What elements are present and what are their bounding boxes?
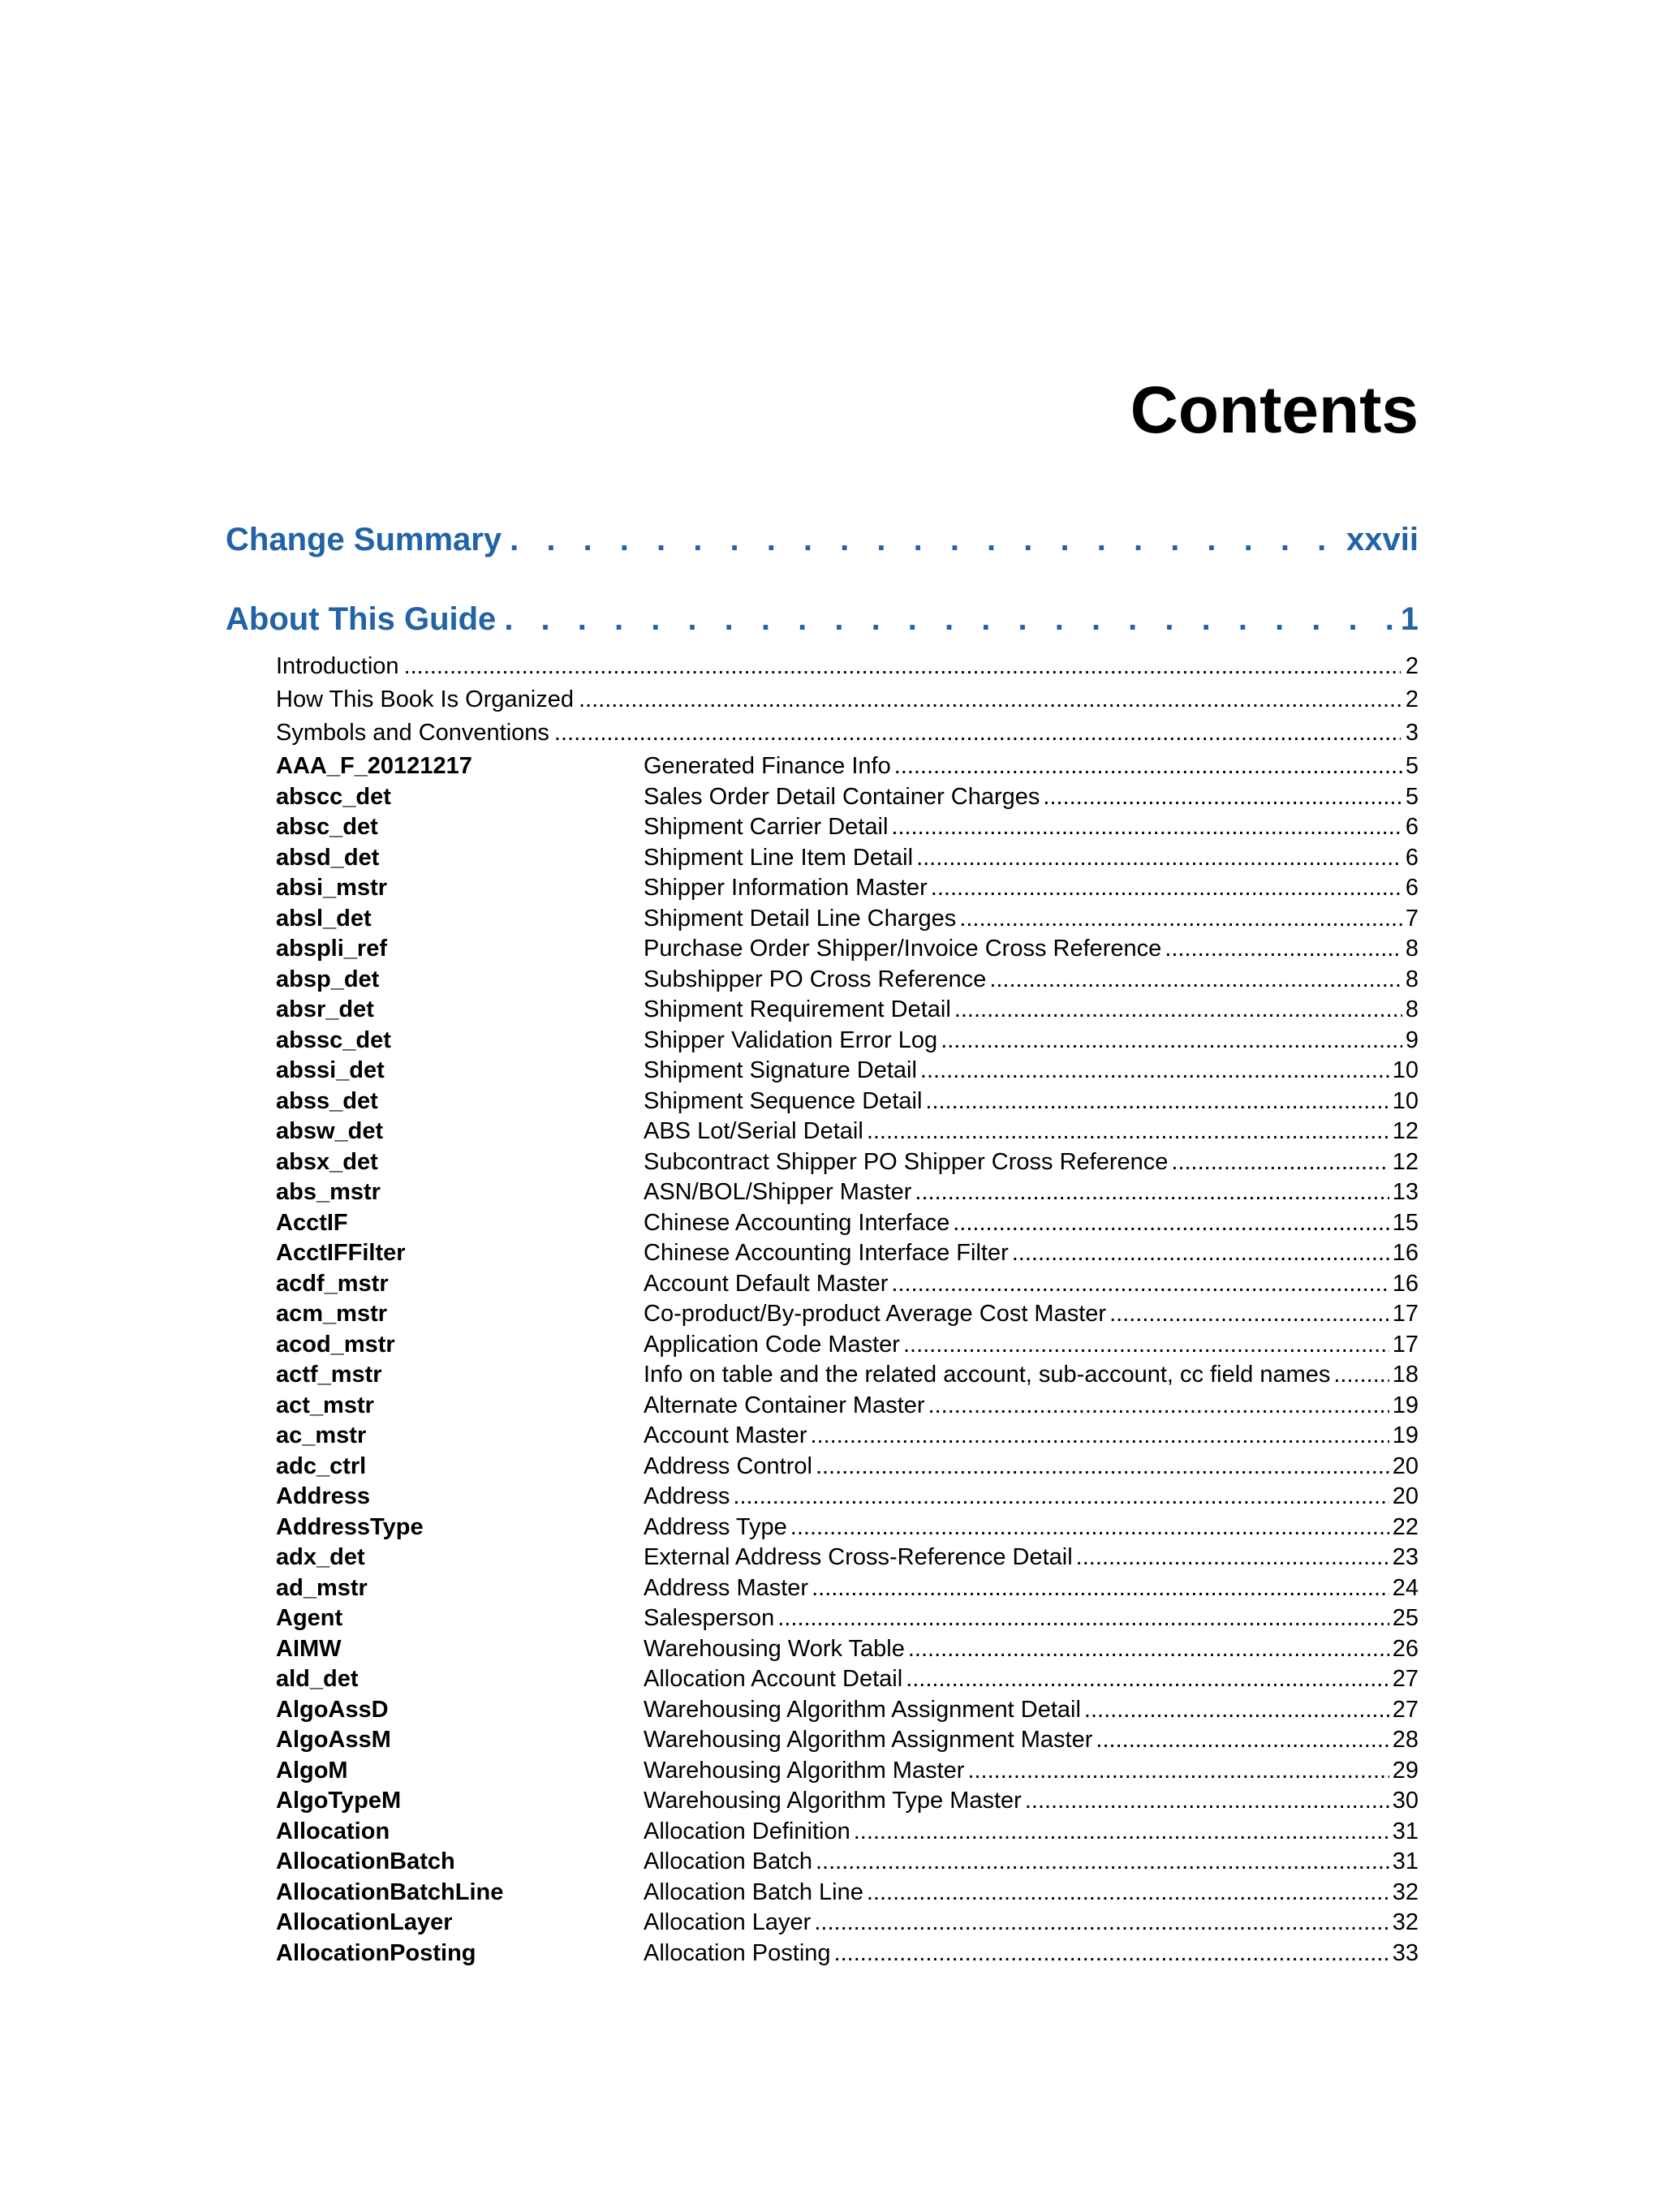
table-description: Address Type [644,1513,787,1540]
toc-table-entry[interactable] [276,1818,1419,1849]
toc-table-entry[interactable] [276,966,1419,997]
table-name: absc_det [276,814,378,840]
toc-table-entry[interactable] [276,1909,1419,1940]
entry-page-number: 15 [1392,1209,1419,1236]
toc-table-entry[interactable] [276,1514,1419,1545]
toc-entry[interactable] [276,686,1419,720]
table-description: Allocation Batch Line [644,1878,863,1905]
toc-table-entry[interactable] [276,1483,1419,1514]
table-name: adx_det [276,1544,365,1570]
dot-leader [931,875,1402,902]
toc-table-entry[interactable] [276,1575,1419,1606]
entry-page-number: 8 [1405,936,1419,962]
table-description: Application Code Master [644,1331,900,1358]
entry-page-number: 5 [1405,783,1419,810]
toc-table-entry[interactable] [276,906,1419,936]
table-name: Address [276,1483,371,1509]
entry-page-number: 27 [1392,1696,1419,1723]
dot-leader [1333,1362,1389,1388]
entry-page-number: 6 [1405,875,1419,901]
entry-page-number: 24 [1392,1574,1419,1601]
table-name: abss_det [276,1087,378,1114]
table-description: Shipment Detail Line Charges [644,905,957,932]
table-name: Allocation [276,1818,390,1844]
table-name: absi_mstr [276,875,388,901]
table-name: abspli_ref [276,936,387,962]
toc-chapter-change-summary[interactable] [226,523,1419,556]
table-name: absx_det [276,1148,378,1175]
dot-leader [954,996,1402,1023]
table-description: Account Default Master [644,1270,889,1297]
entry-page-number: 2 [1405,686,1419,712]
entry-page-number: 31 [1392,1848,1419,1874]
entry-title: Symbols and Conventions [276,720,549,746]
dot-leader [959,906,1402,932]
table-name: AlgoM [276,1757,348,1784]
dot-leader [733,1483,1389,1510]
dot-leader [891,814,1402,841]
table-name: AlgoTypeM [276,1788,402,1814]
table-description: Shipment Sequence Detail [644,1087,923,1114]
toc-entry[interactable] [276,720,1419,753]
entry-page-number: 32 [1392,1909,1419,1935]
table-description: Shipper Information Master [644,875,928,901]
dot-leader [854,1818,1389,1845]
dot-leader [1096,1727,1389,1754]
toc-table-list [276,753,1419,1970]
entry-page-number: 17 [1392,1331,1419,1358]
table-name: AllocationBatch [276,1848,455,1874]
toc-table-entry[interactable] [276,1879,1419,1910]
table-name: ad_mstr [276,1574,368,1601]
table-description: External Address Cross-Reference Detail [644,1544,1073,1570]
table-description: Warehousing Algorithm Assignment Detail [644,1696,1081,1723]
table-description: Shipper Validation Error Log [644,1026,938,1053]
table-description: Allocation Batch [644,1848,812,1874]
table-description: Salesperson [644,1605,775,1631]
dot-leader [834,1940,1389,1967]
table-name: AllocationBatchLine [276,1878,504,1905]
toc-table-entry[interactable] [276,753,1419,784]
toc-table-entry[interactable] [276,1727,1419,1758]
dot-leader [908,1636,1389,1663]
table-name: absd_det [276,844,380,871]
table-description: Warehousing Algorithm Type Master [644,1788,1022,1814]
table-description: Subshipper PO Cross Reference [644,966,987,992]
table-name: acod_mstr [276,1331,395,1358]
dot-leader [1043,784,1402,811]
toc-table-entry[interactable] [276,1057,1419,1088]
toc-table-entry[interactable] [276,1636,1419,1667]
chapter-title: About This Guide [226,601,497,637]
table-name: actf_mstr [276,1362,382,1388]
entry-page-number: 16 [1392,1270,1419,1297]
entry-page-number: 32 [1392,1878,1419,1905]
dot-leader [812,1575,1389,1602]
toc-table-entry[interactable] [276,784,1419,815]
entry-page-number: 6 [1405,844,1419,871]
table-description: Shipment Requirement Detail [644,996,951,1022]
dot-leader [928,1392,1389,1419]
toc-table-entry[interactable] [276,1362,1419,1392]
entry-page-number: 12 [1392,1118,1419,1144]
dot-leader [989,966,1402,993]
toc-table-entry[interactable] [276,1332,1419,1362]
table-description: Shipment Line Item Detail [644,844,914,871]
dot-leader [504,603,1392,635]
toc-table-entry[interactable] [276,1088,1419,1119]
dot-leader [777,1605,1389,1632]
table-name: AcctIF [276,1209,348,1236]
toc-table-entry[interactable] [276,1118,1419,1149]
entry-page-number: 8 [1405,966,1419,992]
chapter-page-number: 1 [1400,601,1419,637]
toc-table-entry[interactable] [276,1240,1419,1271]
toc-table-entry[interactable] [276,1422,1419,1453]
entry-page-number: 13 [1392,1179,1419,1205]
entry-page-number: 31 [1392,1818,1419,1844]
table-description: Warehousing Algorithm Master [644,1757,965,1784]
table-description: Address Control [644,1452,812,1479]
toc-table-entry[interactable] [276,814,1419,845]
dot-leader [1109,1301,1389,1328]
dot-leader [903,1332,1389,1358]
entry-page-number: 23 [1392,1544,1419,1570]
table-name: AAA_F_20121217 [276,753,472,779]
dot-leader [941,1027,1402,1054]
toc-table-entry[interactable] [276,875,1419,906]
entry-page-number: 25 [1392,1605,1419,1631]
dot-leader [920,1057,1389,1084]
dot-leader [894,753,1402,780]
dot-leader [790,1514,1389,1541]
dot-leader [891,1271,1389,1298]
dot-leader [1171,1149,1389,1176]
entry-title: Introduction [276,653,399,679]
entry-page-number: 29 [1392,1757,1419,1784]
dot-leader [925,1088,1389,1115]
toc-chapter-about-this-guide[interactable] [226,603,1419,635]
entry-page-number: 20 [1392,1452,1419,1479]
entry-page-number: 12 [1392,1148,1419,1175]
table-description: Shipment Signature Detail [644,1057,917,1083]
toc-table-entry[interactable] [276,1788,1419,1818]
toc-table-entry[interactable] [276,1453,1419,1484]
entry-page-number: 2 [1405,653,1419,679]
table-name: absr_det [276,996,374,1022]
table-description: Chinese Accounting Interface [644,1209,950,1236]
entry-title: How This Book Is Organized [276,686,574,712]
table-description: Chinese Accounting Interface Filter [644,1240,1009,1266]
toc-table-entry[interactable] [276,936,1419,966]
table-name: AIMW [276,1635,342,1662]
dot-leader [510,523,1338,556]
entry-page-number: 18 [1392,1362,1419,1388]
entry-page-number: 5 [1405,753,1419,779]
entry-page-number: 22 [1392,1513,1419,1540]
table-description: Warehousing Work Table [644,1635,905,1662]
entry-page-number: 7 [1405,905,1419,932]
toc-table-entry[interactable] [276,1271,1419,1302]
table-name: acdf_mstr [276,1270,389,1297]
table-name: Agent [276,1605,343,1631]
toc-table-entry[interactable] [276,1605,1419,1636]
dot-leader [404,653,1401,680]
entry-page-number: 19 [1392,1422,1419,1448]
table-description: Co-product/By-product Average Cost Master [644,1301,1107,1327]
toc-table-entry[interactable] [276,845,1419,876]
entry-page-number: 6 [1405,814,1419,840]
toc-table-entry[interactable] [276,1758,1419,1788]
table-description: Subcontract Shipper PO Shipper Cross Reference [644,1148,1169,1175]
page-title: Contents [1130,373,1419,447]
entry-page-number: 17 [1392,1301,1419,1327]
toc-table-entry[interactable] [276,996,1419,1027]
dot-leader [579,686,1401,713]
table-name: adc_ctrl [276,1452,367,1479]
toc-table-entry[interactable] [276,1848,1419,1879]
chapter-title: Change Summary [226,522,502,557]
dot-leader [1025,1788,1389,1814]
table-description: Allocation Layer [644,1909,812,1935]
table-name: AcctIFFilter [276,1240,406,1266]
dot-leader [867,1118,1389,1145]
dot-leader [867,1879,1389,1906]
table-name: absl_det [276,905,372,932]
table-name: ald_det [276,1666,359,1692]
table-name: absp_det [276,966,380,992]
table-description: ABS Lot/Serial Detail [644,1118,863,1144]
dot-leader [1076,1544,1389,1571]
dot-leader [554,720,1401,747]
table-description: Address [644,1483,730,1509]
dot-leader [816,1848,1389,1875]
table-description: Allocation Posting [644,1939,831,1966]
table-description: Warehousing Algorithm Assignment Master [644,1727,1093,1753]
dot-leader [953,1210,1389,1237]
table-description: Alternate Container Master [644,1392,925,1418]
table-name: AllocationLayer [276,1909,453,1935]
toc-table-entry[interactable] [276,1179,1419,1210]
entry-page-number: 33 [1392,1939,1419,1966]
toc-table-entry[interactable] [276,1940,1419,1971]
entry-page-number: 16 [1392,1240,1419,1266]
table-description: Shipment Carrier Detail [644,814,889,840]
table-name: AlgoAssD [276,1696,389,1723]
table-description: Info on table and the related account, sub-account, cc field names [644,1362,1331,1388]
table-name: abssi_det [276,1057,385,1083]
entry-page-number: 3 [1405,720,1419,746]
table-description: Allocation Account Detail [644,1666,903,1692]
dot-leader [915,1179,1389,1206]
dot-leader [906,1666,1389,1693]
table-name: AllocationPosting [276,1939,476,1966]
toc-table-entry[interactable] [276,1392,1419,1423]
table-name: absw_det [276,1118,384,1144]
table-name: AddressType [276,1513,424,1540]
table-name: abs_mstr [276,1179,381,1205]
table-name: acm_mstr [276,1301,388,1327]
dot-leader [814,1909,1389,1936]
table-name: AlgoAssM [276,1727,391,1753]
toc-intro-list [276,653,1419,753]
toc-table-entry[interactable] [276,1301,1419,1332]
entry-page-number: 27 [1392,1666,1419,1692]
entry-page-number: 19 [1392,1392,1419,1418]
entry-page-number: 30 [1392,1788,1419,1814]
toc-table-entry[interactable] [276,1210,1419,1241]
table-description: ASN/BOL/Shipper Master [644,1179,912,1205]
chapter-page-number: xxvii [1346,522,1419,557]
entry-page-number: 10 [1392,1057,1419,1083]
entry-page-number: 20 [1392,1483,1419,1509]
entry-page-number: 8 [1405,996,1419,1022]
table-description: Generated Finance Info [644,753,891,779]
dot-leader [816,1453,1389,1480]
toc-table-entry[interactable] [276,1027,1419,1058]
dot-leader [810,1422,1389,1449]
entry-page-number: 9 [1405,1026,1419,1053]
table-description: Sales Order Detail Container Charges [644,783,1040,810]
toc-table-entry[interactable] [276,1149,1419,1180]
table-description: Purchase Order Shipper/Invoice Cross Reference [644,936,1162,962]
toc-table-entry[interactable] [276,1697,1419,1728]
dot-leader [1012,1240,1389,1267]
table-name: abscc_det [276,783,391,810]
table-name: act_mstr [276,1392,374,1418]
table-description: Address Master [644,1574,809,1601]
toc-table-entry[interactable] [276,1666,1419,1697]
dot-leader [967,1758,1389,1784]
entry-page-number: 10 [1392,1087,1419,1114]
table-description: Account Master [644,1422,807,1448]
entry-page-number: 26 [1392,1635,1419,1662]
toc-entry[interactable] [276,653,1419,686]
dot-leader [1084,1697,1389,1724]
toc-table-entry[interactable] [276,1544,1419,1575]
table-name: abssc_det [276,1026,391,1053]
dot-leader [916,845,1402,871]
entry-page-number: 28 [1392,1727,1419,1753]
table-description: Allocation Definition [644,1818,850,1844]
table-name: ac_mstr [276,1422,367,1448]
dot-leader [1165,936,1402,962]
